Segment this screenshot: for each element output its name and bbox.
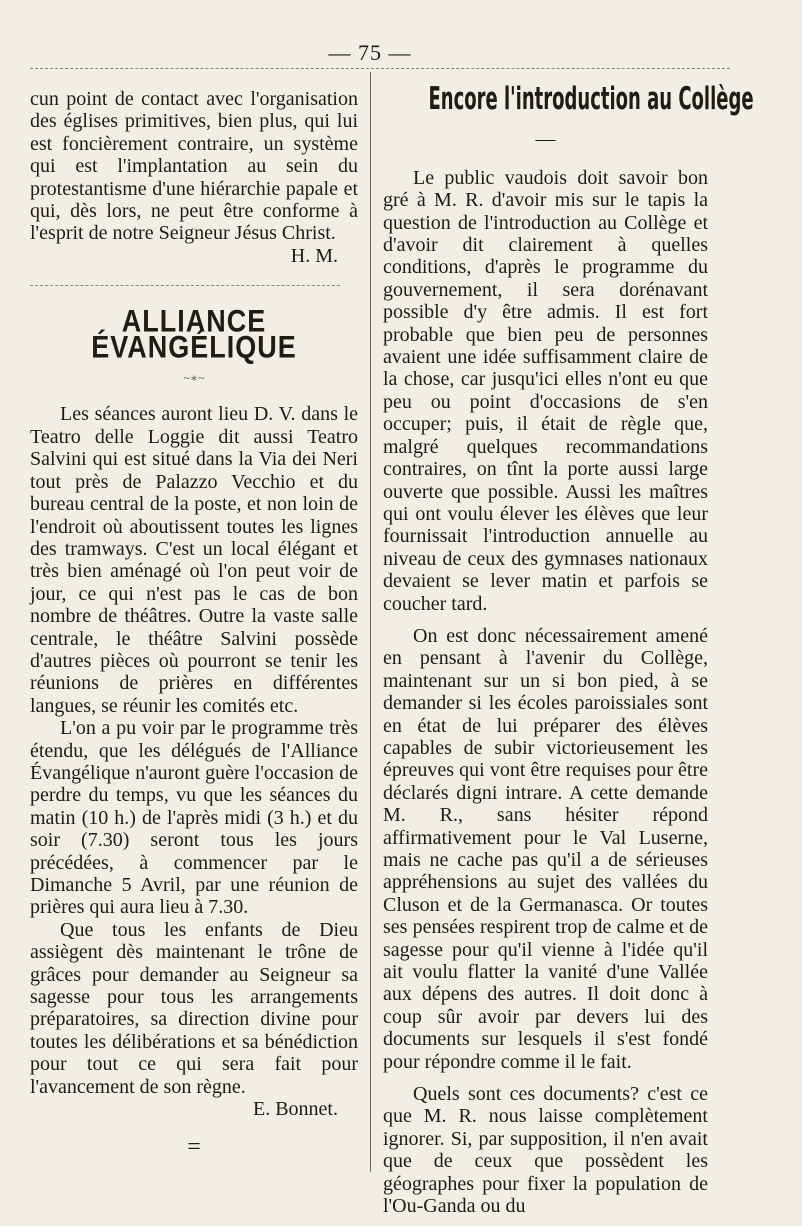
signature-bonnet: E. Bonnet. bbox=[253, 1098, 338, 1121]
alliance-paragraph-3: Que tous les enfants de Dieu assiègent dès maintenant le trône de grâces pour demander au Seigneur sa sagesse pour tous les arrangements préparatoires, sa direction divine pour toutes les délibérations et sa bénédiction pour tout ce qui sera fait pour l'avancement de son règne. bbox=[30, 918, 358, 1098]
heading-dash: — bbox=[535, 128, 556, 151]
signature-hm: H. M. bbox=[290, 244, 338, 267]
top-rule bbox=[30, 68, 730, 69]
alliance-paragraph-1: Les séances auront lieu D. V. dans le Teatro delle Loggie dit aussi Teatro Salvini qui est situé dans la Via dei Neri tout près de Palazzo Vecchio et du bureau central de la poste, et non loin de l'endroit où aboutissent toutes les lignes des tramways. C'est un local élégant et très bien aménagé où l'on peut voir de jour, ce qui n'est pas le cas de bon nombre de théâtres. Outre la vaste salle centrale, le théâtre Salvini possède d'autres pièces où pourront se tenir les réunions de prières en différentes langues, se réunir les comités etc. bbox=[30, 403, 358, 717]
end-mark: = bbox=[187, 1134, 201, 1161]
article-continuation: cun point de contact avec l'organisation des églises primitives, bien plus, qui lui est foncièrement contraire, un système qui est l'implantation au sein du protestantisme d'une hiérarchie papale et qui, dès lors, ne peut être conforme à l'esprit de notre Seigneur Jésus Christ. bbox=[30, 88, 358, 245]
column-divider bbox=[370, 72, 371, 1172]
college-heading: Encore l'introduction au Collège bbox=[428, 80, 754, 117]
college-paragraph-2: On est donc nécessairement amené en pensant à l'avenir du Collège, maintenant sur un si bon pied, à se demander si les écoles paroissiales sont en état de lui préparer des élèves capables de subir victorieusement les épreuves qui vont être requises pour être déclarés digni intrare. A cette demande M. R., sans hésiter répond affirmativement pour le Val Luserne, mais ne cache pas qu'il a de sérieuses appréhensions au sujet des vallées du Cluson et de la Germanasca. Or toutes ses pensées respirent trop de calme et de sagesse pour qu'il vienne à l'idée qu'il ait voulu flatter la vanité d'une Vallée aux dépens des autres. Il doit donc à coup sûr avoir par devers lui des documents sur lesquels il s'est fondé pour répondre comme il le fait. bbox=[383, 624, 708, 1073]
right-column bbox=[383, 80, 754, 1218]
section-divider bbox=[30, 285, 340, 286]
alliance-heading: ALLIANCE ÉVANGÉLIQUE bbox=[91, 303, 297, 366]
college-paragraph-3: Quels sont ces documents? c'est ce que M. R. nous laisse complètement ignorer. Si, par supposition, il n'en avait que de ceux que possèdent les géographes pour fixer la population de l'Ou-Ganda ou du bbox=[383, 1083, 708, 1218]
college-paragraph-1: Le public vaudois doit savoir bon gré à M. R. d'avoir mis sur le tapis la question de l'introduction au Collège et d'avoir dit clairement à quelles conditions, d'après le programme du gouvernement, il sera dorénavant possible d'y être admis. Il est fort probable que bien peu de personnes avaient une idée suffisamment claire de la chose, car jusqu'ici elles n'ont eu que peu ou point d'occasions de s'en occuper; puis, il était de règle que, malgré quelques recommandations contraires, on tînt la porte aussi large ouverte que possible. Aussi les maîtres qui ont voulu élever les élèves que leur fournissait l'introduction annuelle au niveau de ceux des gymnases nationaux devaient se lever matin et parfois se coucher tard. bbox=[383, 166, 708, 615]
page-number: — 75 — bbox=[328, 40, 412, 65]
heading-ornament: ~∗~ bbox=[183, 371, 205, 386]
alliance-paragraph-2: L'on a pu voir par le programme très étendu, que les délégués de l'Alliance Évangélique n'auront guère l'occasion de perdre du temps, vu que les séances du matin (10 h.) de l'après midi (3 h.) et du soir (7.30) seront tous les jours précédées, à commencer par le Dimanche 5 Avril, par une réunion de prières qui aura lieu à 7.30. bbox=[30, 717, 358, 919]
left-column bbox=[30, 88, 358, 1159]
